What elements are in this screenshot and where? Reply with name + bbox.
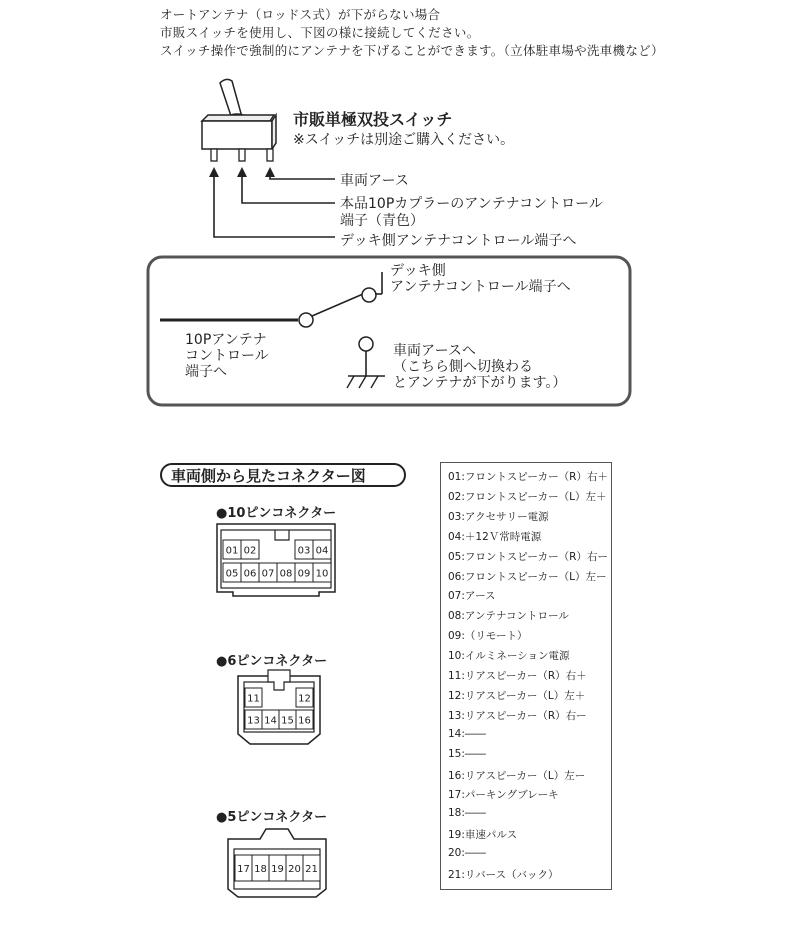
legend-row: 13:リアスピーカー（R）右ー	[448, 709, 587, 722]
connector-10-title: ●10ピンコネクター	[216, 506, 337, 521]
section-title: 車両側から見たコネクター図	[171, 467, 366, 485]
pin-label: 15	[281, 715, 294, 727]
pin-label: 11	[247, 693, 260, 705]
schematic-deck-line1: デッキ側	[390, 263, 446, 279]
schematic-deck-line2: アンテナコントロール端子へ	[390, 279, 571, 295]
legend-row: 03:アクセサリー電源	[448, 510, 549, 523]
pin-label: 04	[315, 545, 329, 557]
pin-label: 06	[243, 568, 257, 580]
pin-label: 08	[279, 568, 293, 580]
schematic-ground-line1: 車両アースへ	[393, 343, 476, 359]
connector-5-title: ●5ピンコネクター	[216, 810, 328, 825]
label-coupler-line2: 端子（青色）	[340, 213, 424, 229]
legend-row: 14:――	[448, 727, 486, 740]
connector-5-pin	[222, 825, 332, 901]
pin-label: 19	[271, 864, 284, 875]
legend-row: 20:――	[448, 847, 486, 860]
switch-note: ※スイッチは別途ご購入ください。	[293, 132, 515, 148]
schematic-input-line2: コントロール	[185, 348, 269, 364]
connector-6-title: ●6ピンコネクター	[216, 654, 328, 669]
legend-row: 06:フロントスピーカー（L）左ー	[448, 570, 607, 583]
pin-label: 17	[237, 864, 250, 875]
pin-label: 18	[254, 864, 267, 875]
pin-label: 09	[297, 568, 311, 580]
legend-row: 17:パーキングブレーキ	[448, 789, 559, 802]
schematic-input-line3: 端子へ	[185, 364, 227, 380]
switch-wiring-diagram	[190, 75, 350, 250]
schematic-ground-line2: （こちら側へ切換わる	[393, 359, 533, 375]
legend-row: 21:リバース（バック）	[448, 869, 559, 881]
connector-6-pin	[232, 668, 326, 748]
intro-line-3: スイッチ操作で強制的にアンテナを下げることができます。（立体駐車場や洗車機など）	[160, 43, 664, 58]
schematic-input-line1: 10Pアンテナ	[185, 332, 267, 348]
pin-label: 14	[264, 715, 277, 727]
pin-label: 12	[298, 693, 311, 705]
intro-line-2: 市販スイッチを使用し、下図の様に接続してください。	[160, 25, 480, 40]
legend-row: 11:リアスピーカー（R）右＋	[448, 670, 587, 682]
legend-row: 01:フロントスピーカー（R）右＋	[448, 471, 608, 483]
legend-row: 02:フロントスピーカー（L）左＋	[448, 490, 607, 503]
legend-row: 04:＋12Ｖ常時電源	[448, 530, 542, 543]
legend-row: 10:イルミネーション電源	[448, 650, 570, 663]
legend-row: 18:――	[448, 807, 486, 820]
pin-label: 03	[297, 545, 311, 557]
pin-label: 20	[288, 864, 301, 875]
switch-title: 市販単極双投スイッチ	[293, 110, 453, 129]
pin-label: 07	[261, 568, 275, 580]
schematic-ground-line3: とアンテナが下がります。）	[393, 375, 567, 391]
label-coupler-line1: 本品10Pカプラーのアンテナコントロール	[340, 196, 603, 212]
connector-10-pin	[213, 522, 339, 598]
legend-row: 19:車速パルス	[448, 829, 518, 842]
pin-label: 21	[305, 864, 318, 875]
pin-label: 16	[298, 715, 311, 727]
legend-row: 12:リアスピーカー（L）左＋	[448, 689, 586, 702]
legend-row: 15:――	[448, 747, 486, 760]
toggle-switch-icon	[202, 79, 276, 161]
pin-label: 10	[315, 568, 329, 580]
pin-label: 02	[243, 545, 257, 557]
legend-row: 07:アース	[448, 590, 496, 603]
label-deck-terminal: デッキ側アンテナコントロール端子へ	[340, 233, 577, 249]
pin-label: 13	[247, 715, 260, 727]
legend-row: 08:アンテナコントロール	[448, 610, 569, 623]
legend-row: 09:（リモート）	[448, 630, 528, 643]
legend-row: 16:リアスピーカー（L）左ー	[448, 769, 586, 782]
legend-row: 05:フロントスピーカー（R）右ー	[448, 550, 608, 563]
pin-label: 01	[225, 545, 239, 557]
pin-label: 05	[225, 568, 239, 580]
label-vehicle-ground: 車両アース	[340, 173, 409, 189]
intro-line-1: オートアンテナ（ロッドス式）が下がらない場合	[160, 7, 441, 22]
